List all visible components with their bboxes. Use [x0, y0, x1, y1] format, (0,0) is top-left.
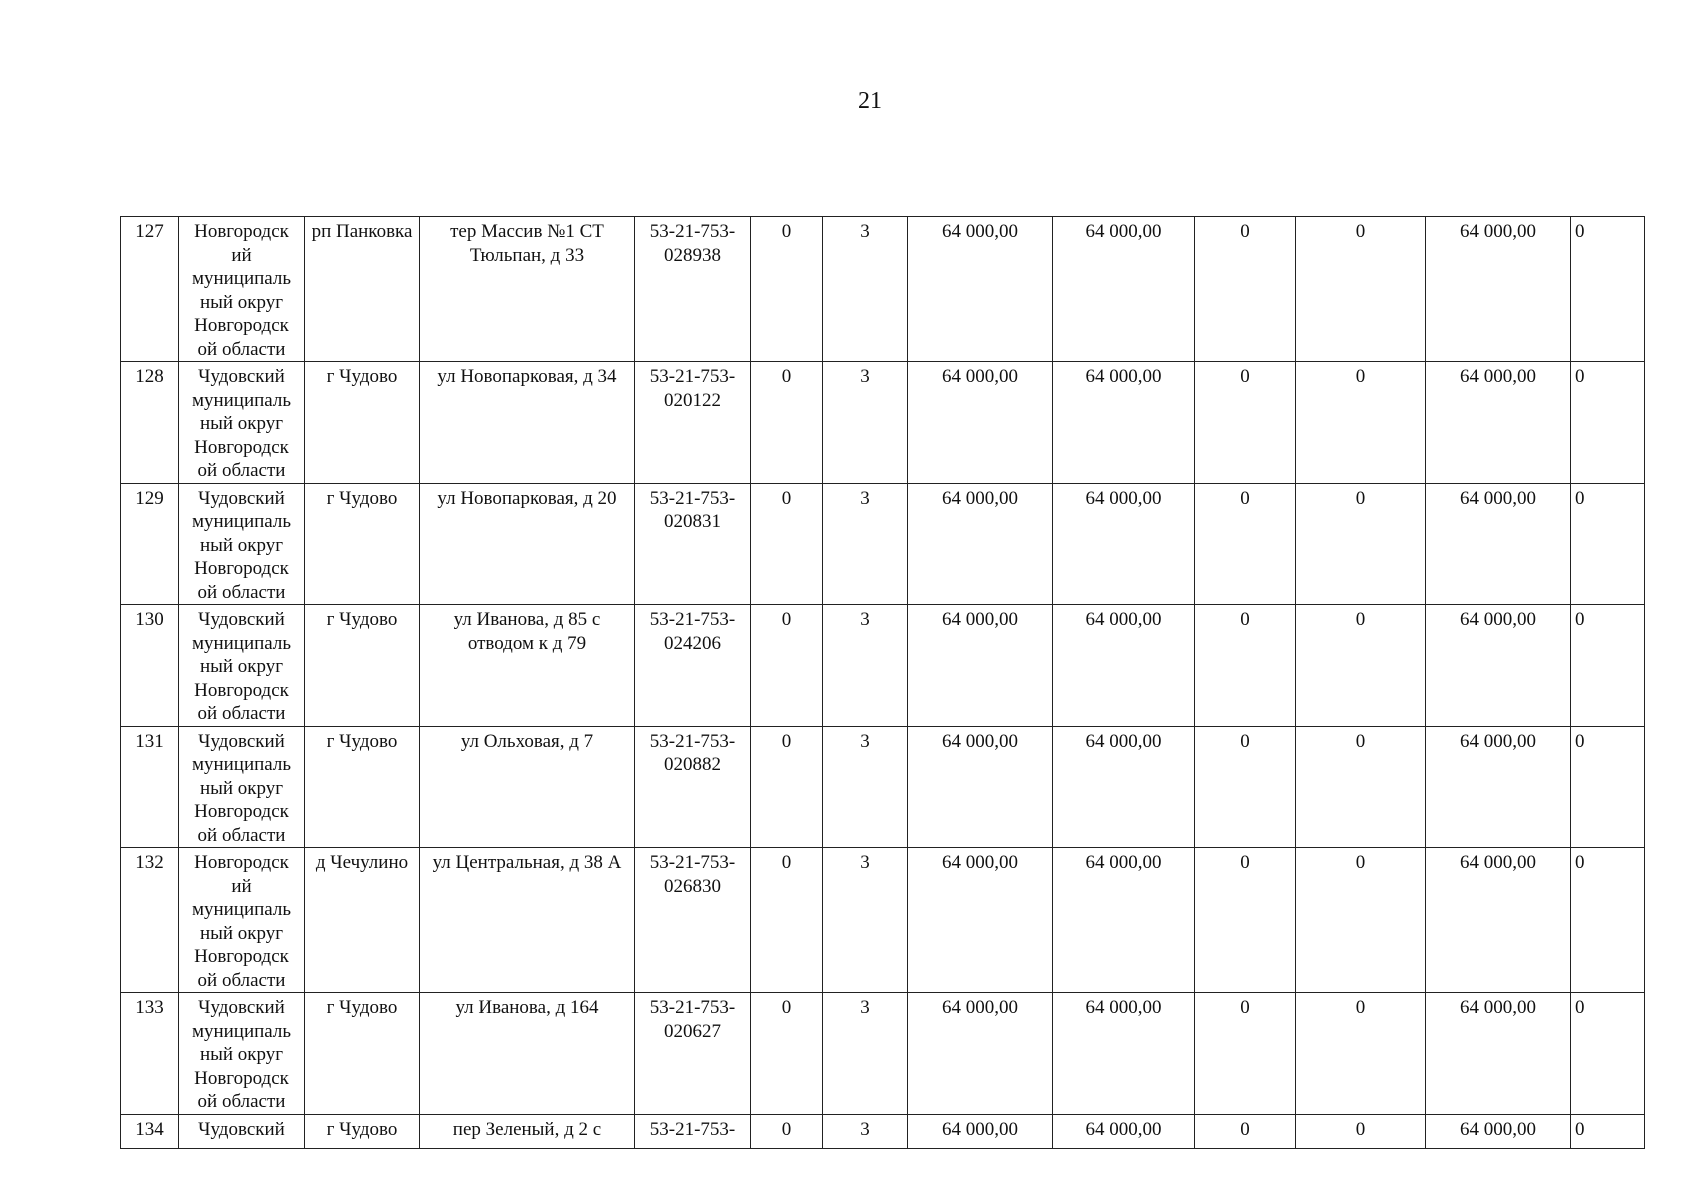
table-row	[121, 1114, 1645, 1148]
value-cell: 0	[1571, 726, 1645, 848]
code-cell: 53-21-753-020882	[635, 726, 751, 848]
amount-cell: 64 000,00	[1426, 993, 1571, 1115]
amount-cell: 64 000,00	[1426, 362, 1571, 484]
address-cell: ул Новопарковая, д 20	[420, 483, 635, 605]
amount-cell: 64 000,00	[1426, 726, 1571, 848]
value-cell: 3	[823, 993, 908, 1115]
value-cell: 0	[751, 483, 823, 605]
municipality-cell: Чудовский	[179, 1114, 305, 1148]
amount-cell: 64 000,00	[1053, 362, 1195, 484]
value-cell: 0	[1296, 483, 1426, 605]
row-number: 131	[121, 726, 179, 848]
value-cell: 0	[1571, 605, 1645, 727]
code-cell: 53-21-753-028938	[635, 217, 751, 362]
code-cell: 53-21-753-020627	[635, 993, 751, 1115]
value-cell: 0	[1195, 217, 1296, 362]
amount-cell: 64 000,00	[1053, 605, 1195, 727]
row-number: 129	[121, 483, 179, 605]
value-cell: 3	[823, 483, 908, 605]
value-cell: 0	[1195, 362, 1296, 484]
settlement-cell: г Чудово	[305, 726, 420, 848]
amount-cell: 64 000,00	[908, 848, 1053, 993]
municipality-cell: Чудовский муниципаль ный округ Новгородск ой области	[179, 605, 305, 727]
settlement-cell: д Чечулино	[305, 848, 420, 993]
municipality-cell: Чудовский муниципаль ный округ Новгородск ой области	[179, 726, 305, 848]
amount-cell: 64 000,00	[1426, 605, 1571, 727]
value-cell: 0	[1296, 726, 1426, 848]
value-cell: 0	[1296, 362, 1426, 484]
value-cell: 3	[823, 362, 908, 484]
table-row	[121, 605, 1645, 727]
row-number: 127	[121, 217, 179, 362]
amount-cell: 64 000,00	[1426, 217, 1571, 362]
amount-cell: 64 000,00	[1053, 726, 1195, 848]
municipality-cell: Чудовский муниципаль ный округ Новгородск ой области	[179, 483, 305, 605]
value-cell: 0	[1571, 362, 1645, 484]
value-cell: 0	[1195, 605, 1296, 727]
amount-cell: 64 000,00	[1053, 217, 1195, 362]
registry-table	[120, 216, 1645, 1149]
settlement-cell: г Чудово	[305, 483, 420, 605]
amount-cell: 64 000,00	[1426, 848, 1571, 993]
page-number: 21	[858, 88, 882, 114]
address-cell: ул Новопарковая, д 34	[420, 362, 635, 484]
municipality-cell: Новгородск ий муниципаль ный округ Новгородск ой области	[179, 217, 305, 362]
address-cell: ул Ольховая, д 7	[420, 726, 635, 848]
address-cell: тер Массив №1 СТ Тюльпан, д 33	[420, 217, 635, 362]
address-cell: ул Иванова, д 85 с отводом к д 79	[420, 605, 635, 727]
table-row	[121, 993, 1645, 1115]
municipality-cell: Чудовский муниципаль ный округ Новгородск ой области	[179, 993, 305, 1115]
amount-cell: 64 000,00	[1426, 483, 1571, 605]
settlement-cell: рп Панковка	[305, 217, 420, 362]
table-row	[121, 848, 1645, 993]
table-row	[121, 362, 1645, 484]
code-cell: 53-21-753-024206	[635, 605, 751, 727]
row-number: 128	[121, 362, 179, 484]
settlement-cell: г Чудово	[305, 605, 420, 727]
settlement-cell: г Чудово	[305, 993, 420, 1115]
amount-cell: 64 000,00	[908, 362, 1053, 484]
value-cell: 0	[1571, 217, 1645, 362]
table-row	[121, 726, 1645, 848]
address-cell: ул Центральная, д 38 А	[420, 848, 635, 993]
value-cell: 0	[1296, 605, 1426, 727]
value-cell: 0	[1571, 1114, 1645, 1148]
code-cell: 53-21-753-020831	[635, 483, 751, 605]
value-cell: 0	[1571, 848, 1645, 993]
value-cell: 0	[1571, 483, 1645, 605]
value-cell: 0	[751, 726, 823, 848]
value-cell: 3	[823, 217, 908, 362]
amount-cell: 64 000,00	[1053, 483, 1195, 605]
amount-cell: 64 000,00	[1426, 1114, 1571, 1148]
amount-cell: 64 000,00	[908, 605, 1053, 727]
value-cell: 0	[751, 217, 823, 362]
value-cell: 0	[1296, 848, 1426, 993]
row-number: 132	[121, 848, 179, 993]
municipality-cell: Чудовский муниципаль ный округ Новгородск ой области	[179, 362, 305, 484]
row-number: 134	[121, 1114, 179, 1148]
amount-cell: 64 000,00	[1053, 993, 1195, 1115]
value-cell: 0	[1195, 848, 1296, 993]
value-cell: 0	[751, 1114, 823, 1148]
amount-cell: 64 000,00	[908, 217, 1053, 362]
value-cell: 3	[823, 605, 908, 727]
value-cell: 0	[751, 362, 823, 484]
table-row	[121, 483, 1645, 605]
table-row	[121, 217, 1645, 362]
value-cell: 3	[823, 848, 908, 993]
value-cell: 0	[1195, 993, 1296, 1115]
municipality-cell: Новгородск ий муниципаль ный округ Новгородск ой области	[179, 848, 305, 993]
amount-cell: 64 000,00	[908, 483, 1053, 605]
value-cell: 0	[751, 605, 823, 727]
amount-cell: 64 000,00	[908, 993, 1053, 1115]
amount-cell: 64 000,00	[1053, 1114, 1195, 1148]
address-cell: пер Зеленый, д 2 с	[420, 1114, 635, 1148]
value-cell: 0	[1195, 1114, 1296, 1148]
settlement-cell: г Чудово	[305, 1114, 420, 1148]
code-cell: 53-21-753-020122	[635, 362, 751, 484]
amount-cell: 64 000,00	[1053, 848, 1195, 993]
value-cell: 0	[751, 848, 823, 993]
value-cell: 3	[823, 1114, 908, 1148]
code-cell: 53-21-753-026830	[635, 848, 751, 993]
value-cell: 3	[823, 726, 908, 848]
amount-cell: 64 000,00	[908, 1114, 1053, 1148]
address-cell: ул Иванова, д 164	[420, 993, 635, 1115]
value-cell: 0	[1571, 993, 1645, 1115]
row-number: 130	[121, 605, 179, 727]
value-cell: 0	[1296, 993, 1426, 1115]
value-cell: 0	[751, 993, 823, 1115]
amount-cell: 64 000,00	[908, 726, 1053, 848]
value-cell: 0	[1195, 483, 1296, 605]
row-number: 133	[121, 993, 179, 1115]
value-cell: 0	[1195, 726, 1296, 848]
value-cell: 0	[1296, 217, 1426, 362]
value-cell: 0	[1296, 1114, 1426, 1148]
code-cell: 53-21-753-	[635, 1114, 751, 1148]
settlement-cell: г Чудово	[305, 362, 420, 484]
